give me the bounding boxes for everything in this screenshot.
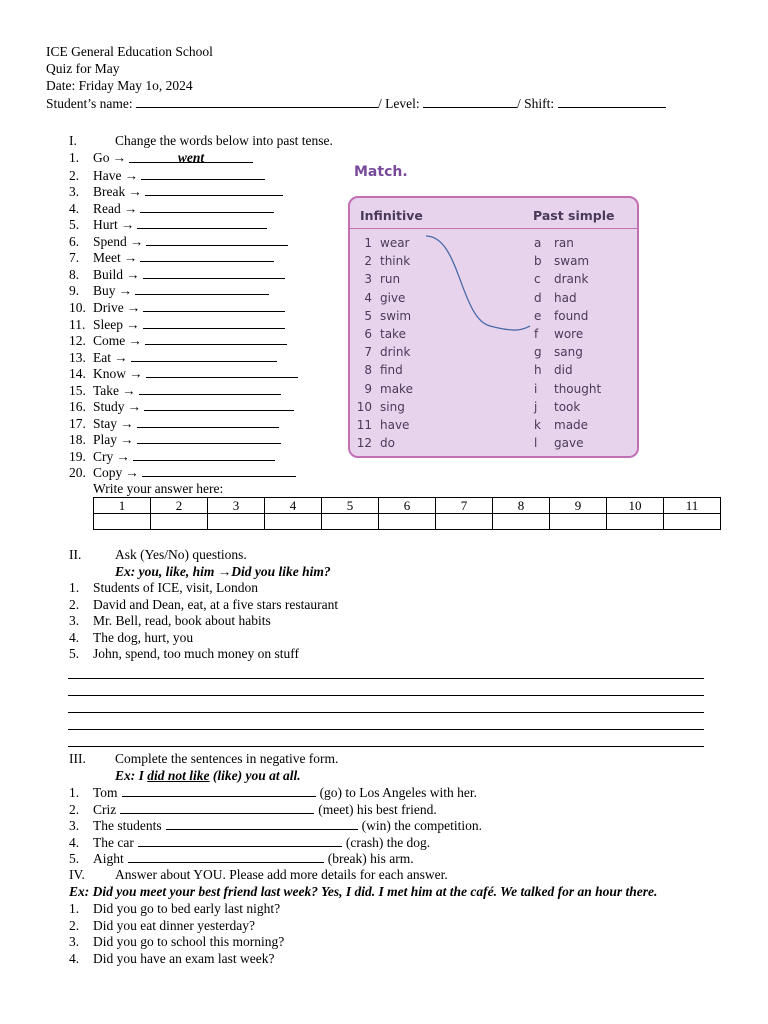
item-number: 9. (69, 283, 80, 299)
infinitive-number: 1 (364, 236, 372, 250)
school-name: ICE General Education School (46, 44, 213, 59)
section-2-heading: II. Ask (Yes/No) questions. (69, 547, 247, 562)
item-number: 1. (69, 901, 80, 916)
infinitive-number: 6 (364, 327, 372, 341)
answer-cell[interactable] (664, 514, 721, 530)
infinitive-word: find (380, 363, 403, 378)
past-word: made (554, 418, 589, 432)
item-number: 2. (69, 596, 80, 612)
answer-prompt: Write your answer here: (93, 481, 224, 496)
section-1-heading: I. Change the words below into past tense. (69, 133, 333, 148)
answer-table (93, 497, 721, 530)
past-word: swam (554, 254, 590, 269)
question-cue: Students of ICE, visit, London (93, 580, 258, 595)
writing-line[interactable] (68, 712, 704, 713)
past-tense-item (69, 316, 285, 333)
about-you-question: Did you go to school this morning? (93, 934, 285, 950)
infinitive-word: think (380, 254, 411, 269)
sentence-item (69, 817, 482, 834)
infinitive-header: Infinitive (360, 208, 423, 223)
question-item (69, 630, 193, 646)
past-tense-item (69, 398, 294, 415)
past-tense-item (69, 282, 269, 299)
arrow-icon: → (116, 448, 130, 464)
item-number: 6. (69, 233, 80, 249)
sentence-subject: The car (93, 834, 134, 850)
item-number: 3. (69, 184, 80, 200)
item-number: 5. (69, 646, 80, 662)
arrow-icon: → (120, 432, 134, 448)
answer-column-header: 4 (265, 498, 322, 514)
question-item (69, 580, 258, 596)
past-word: took (554, 399, 581, 414)
item-number: 7. (69, 250, 80, 266)
past-tense-item (69, 448, 275, 465)
base-word: Play (93, 432, 118, 448)
past-tense-blank[interactable] (139, 382, 281, 395)
about-you-item (69, 901, 280, 917)
item-number: 3. (69, 613, 80, 629)
base-word: Study (93, 399, 125, 415)
past-tense-item (69, 464, 296, 481)
past-simple-header: Past simple (533, 208, 615, 223)
sentence-item (69, 784, 477, 801)
student-name-label: Student’s name: (46, 96, 133, 111)
arrow-icon: → (124, 167, 138, 183)
sentence-item (69, 850, 414, 867)
student-name-field[interactable] (136, 95, 378, 108)
sentence-subject: Aight (93, 851, 124, 867)
past-tense-blank[interactable] (145, 332, 287, 345)
question-cue: John, spend, too much money on stuff (93, 646, 299, 662)
past-tense-blank[interactable] (133, 448, 275, 461)
arrow-icon: → (118, 283, 133, 299)
negative-verb-blank[interactable] (128, 850, 324, 863)
past-tense-blank[interactable] (142, 464, 296, 477)
negative-verb-blank[interactable] (138, 834, 342, 847)
arrow-icon: → (120, 415, 134, 431)
item-number: 10. (69, 299, 86, 315)
item-number: 16. (69, 399, 86, 415)
infinitive-word: run (380, 272, 401, 287)
sentence-rest: (crash) the dog. (345, 834, 431, 850)
answer-cell[interactable] (265, 514, 322, 530)
base-word: Sleep (93, 316, 123, 332)
about-you-item (69, 934, 284, 950)
item-number: 5. (69, 217, 80, 233)
item-number: 1. (69, 150, 80, 165)
past-letter: l (534, 436, 538, 451)
base-word: Take (93, 382, 120, 398)
question-item (69, 646, 299, 662)
section-4-example: Ex: Did you meet your best friend last week? Yes, I did. I met him at the café. We talked for an hour there. (69, 884, 658, 899)
infinitive-word: sing (380, 399, 405, 414)
answer-cell[interactable] (208, 514, 265, 530)
item-number: 4. (69, 834, 80, 850)
item-number: 4. (69, 200, 80, 216)
item-number: 19. (69, 448, 86, 464)
answer-cell[interactable] (379, 514, 436, 530)
item-number: 8. (69, 266, 80, 282)
item-number: 1. (69, 580, 80, 595)
base-word: Cry (93, 448, 114, 464)
past-tense-blank[interactable] (135, 282, 269, 295)
past-tense-blank[interactable] (129, 150, 253, 163)
base-word: Hurt (93, 217, 118, 233)
past-letter: f (534, 327, 539, 341)
infinitive-word: swim (380, 308, 412, 323)
answer-cell[interactable] (493, 514, 550, 530)
infinitive-number: 3 (364, 272, 372, 287)
match-line (350, 198, 637, 456)
past-word: drank (554, 272, 589, 287)
match-title: Match. (354, 164, 408, 180)
about-you-item (69, 918, 255, 934)
past-word: had (554, 290, 577, 305)
sentence-subject: Tom (93, 785, 118, 800)
section-2-example: Ex: you, like, him →Did you like him? (115, 564, 331, 579)
past-letter: a (534, 236, 542, 250)
answer-column-header: 2 (151, 498, 208, 514)
filled-answer: went (177, 150, 205, 165)
item-number: 1. (69, 785, 80, 800)
infinitive-word: take (380, 327, 406, 341)
item-number: 2. (69, 917, 80, 933)
item-number: 4. (69, 950, 80, 966)
past-word: wore (554, 327, 584, 341)
shift-field[interactable] (558, 95, 666, 108)
section-3-example: Ex: I did not like (like) you at all. (115, 768, 301, 783)
base-word: Buy (93, 283, 116, 299)
base-word: Read (93, 200, 121, 216)
quiz-title: Quiz for May (46, 61, 120, 76)
arrow-icon: → (127, 399, 142, 415)
item-number: 17. (69, 415, 86, 431)
sentence-rest: (win) the competition. (361, 818, 482, 834)
question-item (69, 613, 271, 629)
answer-column-header: 10 (607, 498, 664, 514)
infinitive-word: do (380, 436, 395, 451)
level-label: / Level: (378, 96, 420, 111)
base-word: Build (93, 266, 124, 282)
question-cue: Mr. Bell, read, book about habits (93, 613, 271, 629)
past-tense-item (69, 349, 277, 366)
answer-cell[interactable] (607, 514, 664, 530)
item-number: 4. (69, 629, 80, 645)
answer-column-header: 11 (664, 498, 721, 514)
about-you-question: Did you have an exam last week? (93, 950, 275, 966)
infinitive-word: give (380, 290, 406, 305)
past-word: gave (554, 436, 584, 451)
arrow-icon: → (129, 233, 144, 249)
question-item (69, 597, 338, 613)
past-letter: g (534, 345, 542, 360)
answer-column-header: 8 (493, 498, 550, 514)
past-tense-item (69, 167, 265, 184)
answer-cell[interactable] (94, 514, 151, 530)
past-word: found (554, 308, 589, 323)
past-tense-blank[interactable] (146, 233, 288, 246)
about-you-question: Did you go to bed early last night? (93, 901, 281, 916)
negative-verb-blank[interactable] (166, 817, 358, 830)
base-word: Drive (93, 299, 124, 315)
answer-cell[interactable] (436, 514, 493, 530)
answer-cell[interactable] (550, 514, 607, 530)
shift-label: / Shift: (516, 96, 555, 111)
base-word: Break (93, 184, 126, 200)
section-3-heading: III. Complete the sentences in negative form. (69, 751, 339, 766)
item-number: 5. (69, 851, 80, 867)
item-number: 12. (69, 333, 86, 349)
arrow-icon: → (129, 366, 143, 382)
past-tense-item (69, 365, 298, 382)
past-tense-blank[interactable] (137, 415, 279, 428)
answer-cell[interactable] (322, 514, 379, 530)
arrow-icon: → (120, 217, 135, 233)
arrow-icon: → (123, 200, 138, 216)
writing-line[interactable] (68, 729, 704, 730)
past-tense-blank[interactable] (137, 216, 267, 229)
question-cue: The dog, hurt, you (93, 629, 194, 645)
past-tense-item (69, 431, 281, 448)
past-tense-blank[interactable] (141, 167, 265, 180)
question-cue: David and Dean, eat, at a five stars restaurant (93, 596, 339, 612)
infinitive-word: have (380, 418, 410, 432)
arrow-icon: → (126, 266, 140, 282)
arrow-icon: → (128, 333, 142, 349)
negative-verb-blank[interactable] (122, 784, 316, 797)
past-tense-item (69, 332, 287, 349)
past-letter: h (534, 363, 542, 378)
past-tense-blank[interactable] (140, 249, 274, 262)
base-word: Come (93, 333, 126, 349)
about-you-question: Did you eat dinner yesterday? (93, 917, 255, 933)
item-number: 2. (69, 167, 80, 183)
item-number: 20. (69, 465, 86, 481)
item-number: 3. (69, 934, 80, 950)
arrow-icon: → (217, 564, 232, 579)
past-letter: k (534, 418, 541, 432)
about-you-item (69, 951, 274, 967)
past-letter: j (534, 399, 538, 414)
past-tense-blank[interactable] (145, 183, 283, 196)
infinitive-number: 8 (364, 363, 372, 378)
past-tense-item (69, 382, 281, 399)
item-number: 15. (69, 382, 86, 398)
sentence-item (69, 834, 430, 851)
past-tense-blank[interactable] (143, 266, 285, 279)
past-word: did (554, 363, 573, 378)
match-exercise (344, 164, 640, 460)
negative-verb-blank[interactable] (120, 801, 314, 814)
past-letter: c (534, 272, 541, 287)
sentence-subject: Criz (93, 801, 117, 817)
past-letter: d (534, 290, 542, 305)
item-number: 18. (69, 432, 86, 448)
infinitive-word: drink (380, 345, 411, 360)
base-word: Copy (93, 465, 123, 481)
base-word: Have (93, 167, 122, 183)
past-tense-item (69, 216, 267, 233)
past-tense-item (69, 200, 274, 217)
past-tense-blank[interactable] (144, 398, 294, 411)
answer-column-header: 3 (208, 498, 265, 514)
sentence-rest: (break) his arm. (327, 851, 414, 867)
past-tense-blank[interactable] (131, 349, 277, 362)
infinitive-number: 10 (356, 399, 372, 414)
past-tense-blank[interactable] (143, 316, 285, 329)
writing-line[interactable] (68, 678, 704, 679)
past-word: thought (554, 381, 602, 396)
infinitive-number: 5 (364, 308, 372, 323)
arrow-icon: → (128, 184, 142, 200)
past-tense-item (69, 233, 288, 250)
item-number: 14. (69, 366, 86, 382)
base-word: Go (93, 150, 110, 165)
infinitive-number: 4 (364, 290, 372, 305)
past-word: sang (554, 345, 583, 360)
level-field[interactable] (423, 95, 517, 108)
sentence-subject: The students (93, 818, 162, 834)
infinitive-number: 7 (364, 345, 372, 360)
answer-column-header: 1 (94, 498, 151, 514)
answer-column-header: 5 (322, 498, 379, 514)
past-letter: i (534, 381, 538, 396)
base-word: Meet (93, 250, 121, 266)
infinitive-word: make (380, 381, 413, 396)
base-word: Know (93, 366, 126, 382)
match-box (348, 196, 639, 458)
base-word: Spend (93, 233, 127, 249)
writing-line[interactable] (68, 695, 704, 696)
past-tense-item (69, 150, 253, 166)
answer-column-header: 9 (550, 498, 607, 514)
student-info-line (46, 95, 666, 112)
arrow-icon: → (126, 316, 140, 332)
arrow-icon: → (125, 465, 139, 481)
past-tense-blank[interactable] (143, 299, 285, 312)
past-tense-blank[interactable] (146, 365, 298, 378)
sentence-item (69, 801, 437, 818)
item-number: 3. (69, 818, 80, 834)
past-tense-blank[interactable] (137, 431, 281, 444)
past-letter: b (534, 254, 542, 269)
writing-line[interactable] (68, 746, 704, 747)
past-word: ran (554, 236, 574, 250)
answer-column-header: 7 (436, 498, 493, 514)
arrow-icon: → (126, 299, 141, 315)
quiz-date: Date: Friday May 1o, 2024 (46, 78, 193, 93)
item-number: 2. (69, 801, 80, 817)
item-number: 13. (69, 349, 86, 365)
answer-cell[interactable] (151, 514, 208, 530)
past-tense-item (69, 249, 274, 266)
section-4-heading: IV. Answer about YOU. Please add more details for each answer. (69, 867, 448, 882)
past-tense-blank[interactable] (140, 200, 274, 213)
past-letter: e (534, 308, 542, 323)
infinitive-number: 9 (364, 381, 372, 396)
answer-column-header: 6 (379, 498, 436, 514)
past-tense-item (69, 183, 283, 200)
arrow-icon: → (112, 150, 126, 165)
past-tense-item (69, 415, 279, 432)
base-word: Stay (93, 415, 118, 431)
infinitive-word: wear (380, 236, 410, 250)
item-number: 11. (69, 316, 86, 332)
arrow-icon: → (114, 349, 128, 365)
infinitive-number: 2 (364, 254, 372, 269)
past-tense-item (69, 299, 285, 316)
arrow-icon: → (122, 382, 136, 398)
infinitive-number: 11 (356, 418, 372, 432)
infinitive-number: 12 (356, 436, 372, 451)
sentence-rest: (meet) his best friend. (318, 801, 437, 817)
past-tense-item (69, 266, 285, 283)
arrow-icon: → (123, 250, 138, 266)
base-word: Eat (93, 349, 111, 365)
sentence-rest: (go) to Los Angeles with her. (319, 785, 478, 800)
